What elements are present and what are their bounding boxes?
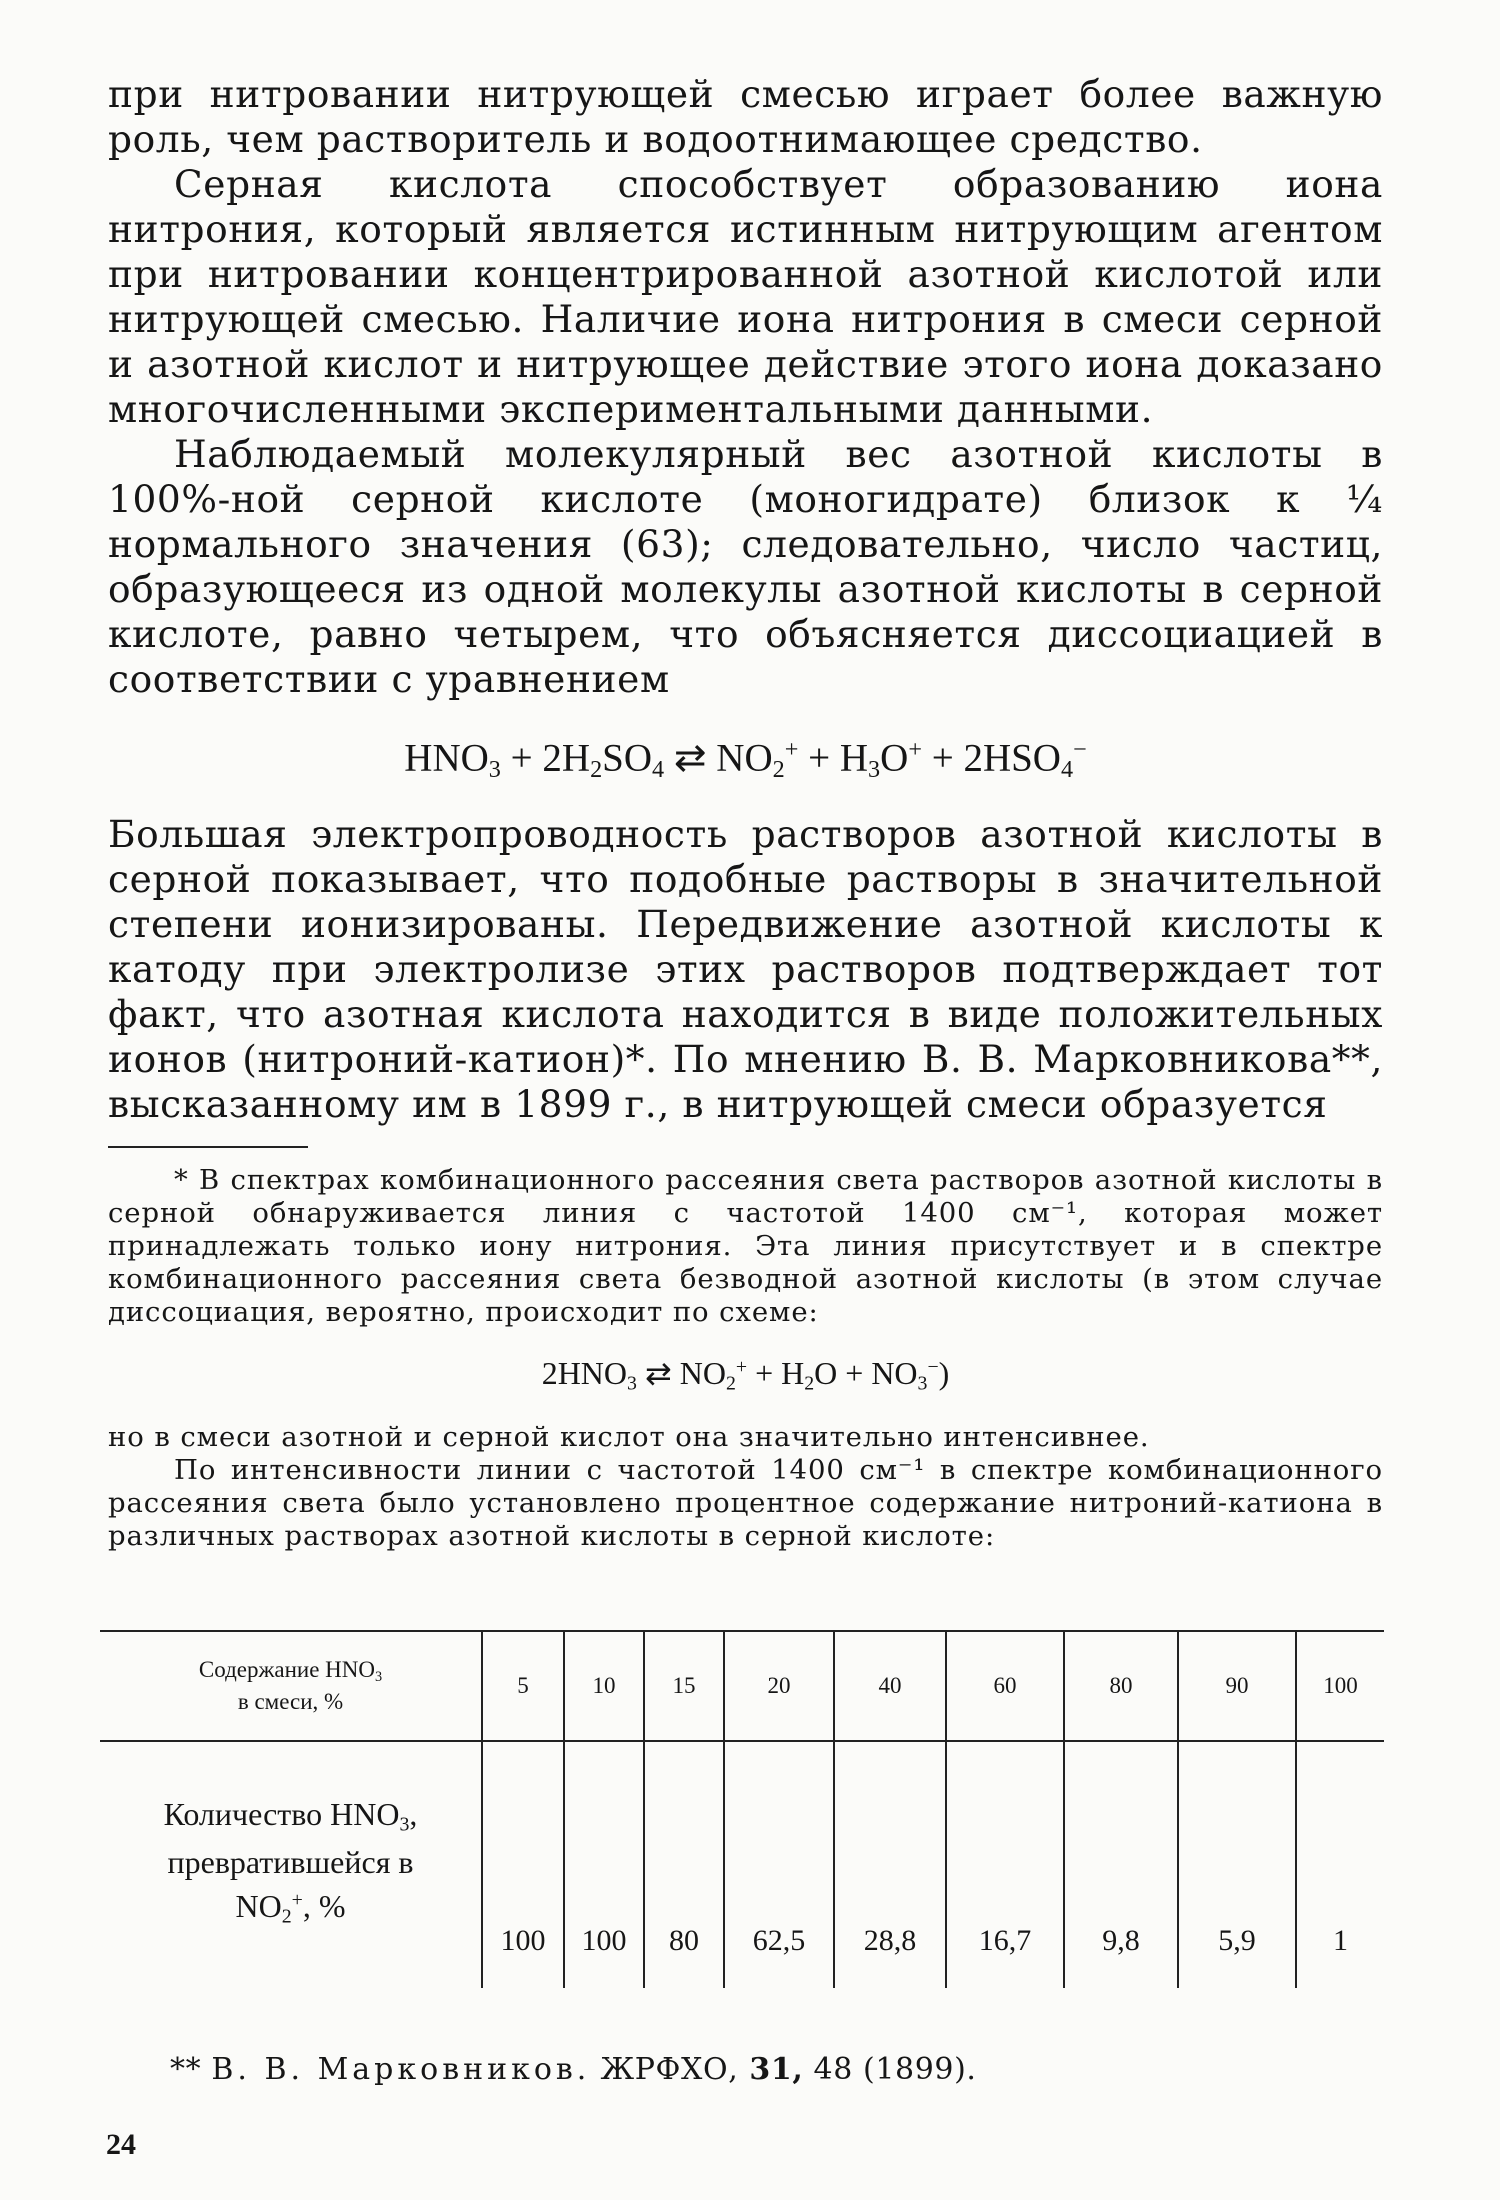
- header-cell: 100: [1296, 1631, 1384, 1741]
- header-cell: 20: [724, 1631, 834, 1741]
- reference-author: В. В. Марковников.: [211, 2052, 591, 2087]
- paragraph-conductivity: Большая электропроводность растворов азотной кислоты в серной показывает, что подобные растворы в значительной степени ионизированы. Передвижение азотной кислоты к катоду при электролизе этих растворов подтверждает тот факт, что азотная кислота находится в виде положительных ионов (нитроний-катион)*. По мнению В. В. Марковникова**, высказанному им в 1899 г., в нитрующей смеси образуется: [108, 812, 1383, 1127]
- header-cell: 40: [834, 1631, 946, 1741]
- table-cell: 62,5: [724, 1741, 834, 1988]
- footnote-equation: $2HNO_3$ ⇄ $NO_2^+ + H_2O + NO_3^-$): [541, 1354, 950, 1395]
- dissociation-equation: $HNO_3 + 2H_2SO_4$ ⇄ $NO_2^+ + H_3O^+ + 2HSO_4^-$: [404, 736, 1087, 784]
- header-cell: 5: [482, 1631, 564, 1741]
- table-row: [100, 1741, 1384, 1988]
- paragraph-continuation: при нитровании нитрующей смесью играет более важную роль, чем растворитель и водоотнимающее средство.: [108, 72, 1383, 161]
- table-cell: 80: [644, 1741, 724, 1988]
- header-cell: 10: [564, 1631, 644, 1741]
- reference-markovnikov: ** В. В. Марковников. ЖРФХО, 31, 48 (1899).: [170, 2052, 977, 2087]
- table-header-row: [100, 1631, 1384, 1741]
- header-hno3-content: Содержание $HNO_3$ в смеси, %: [100, 1631, 482, 1741]
- table-cell: 1: [1296, 1741, 1384, 1988]
- header-cell: 90: [1178, 1631, 1296, 1741]
- paragraph-molecular-weight: Наблюдаемый молекулярный вес азотной кислоты в 100%-ной серной кислоте (моногидрате) близок к ¼ нормального значения (63); следовательно, число частиц, образующееся из одной молекулы азотной кислоты в серной кислоте, равно четырем, что объясняется диссоциацией в соответствии с уравнением: [108, 432, 1383, 701]
- table-cell: 100: [564, 1741, 644, 1988]
- table-cell: 5,9: [1178, 1741, 1296, 1988]
- header-cell: 15: [644, 1631, 724, 1741]
- nitronium-content-table: [100, 1630, 1384, 1988]
- page-number: 24: [106, 2128, 136, 2161]
- header-cell: 80: [1064, 1631, 1178, 1741]
- footnote: [108, 1164, 1383, 1553]
- table-cell: 9,8: [1064, 1741, 1178, 1988]
- table-cell: 100: [482, 1741, 564, 1988]
- footnote-raman-spectra: * В спектрах комбинационного рассеяния света растворов азотной кислоты в серной обнаруживается линия с частотой 1400 см⁻¹, которая может принадлежать только иону нитрония. Эта линия присутствует и в спектре комбинационного рассеяния света безводной азотной кислоты (в этом случае диссоциация, вероятно, происходит по схеме:: [108, 1164, 1383, 1328]
- footnote-intensity: По интенсивности линии с частотой 1400 см⁻¹ в спектре комбинационного рассеяния света было установлено процентное содержание нитроний-катиона в различных растворах азотной кислоты в серной кислоте:: [108, 1454, 1383, 1553]
- footnote-continuation: но в смеси азотной и серной кислот она значительно интенсивнее.: [108, 1421, 1150, 1454]
- paragraph-nitronium-ion: Серная кислота способствует образованию иона нитрония, который является истинным нитрующим агентом при нитровании концентрированной азотной кислотой или нитрующей смесью. Наличие иона нитрония в смеси серной и азотной кислот и нитрующее действие этого иона доказано многочисленными экспериментальными данными.: [108, 162, 1383, 431]
- footnote-separator: [108, 1146, 308, 1148]
- main-text: [108, 72, 1383, 1127]
- row-label-converted-hno3: Количество $HNO_3$, превратившейся в $NO_2^+$, %: [163, 1795, 418, 1928]
- table-cell: 28,8: [834, 1741, 946, 1988]
- header-cell: 60: [946, 1631, 1064, 1741]
- table-cell: 16,7: [946, 1741, 1064, 1988]
